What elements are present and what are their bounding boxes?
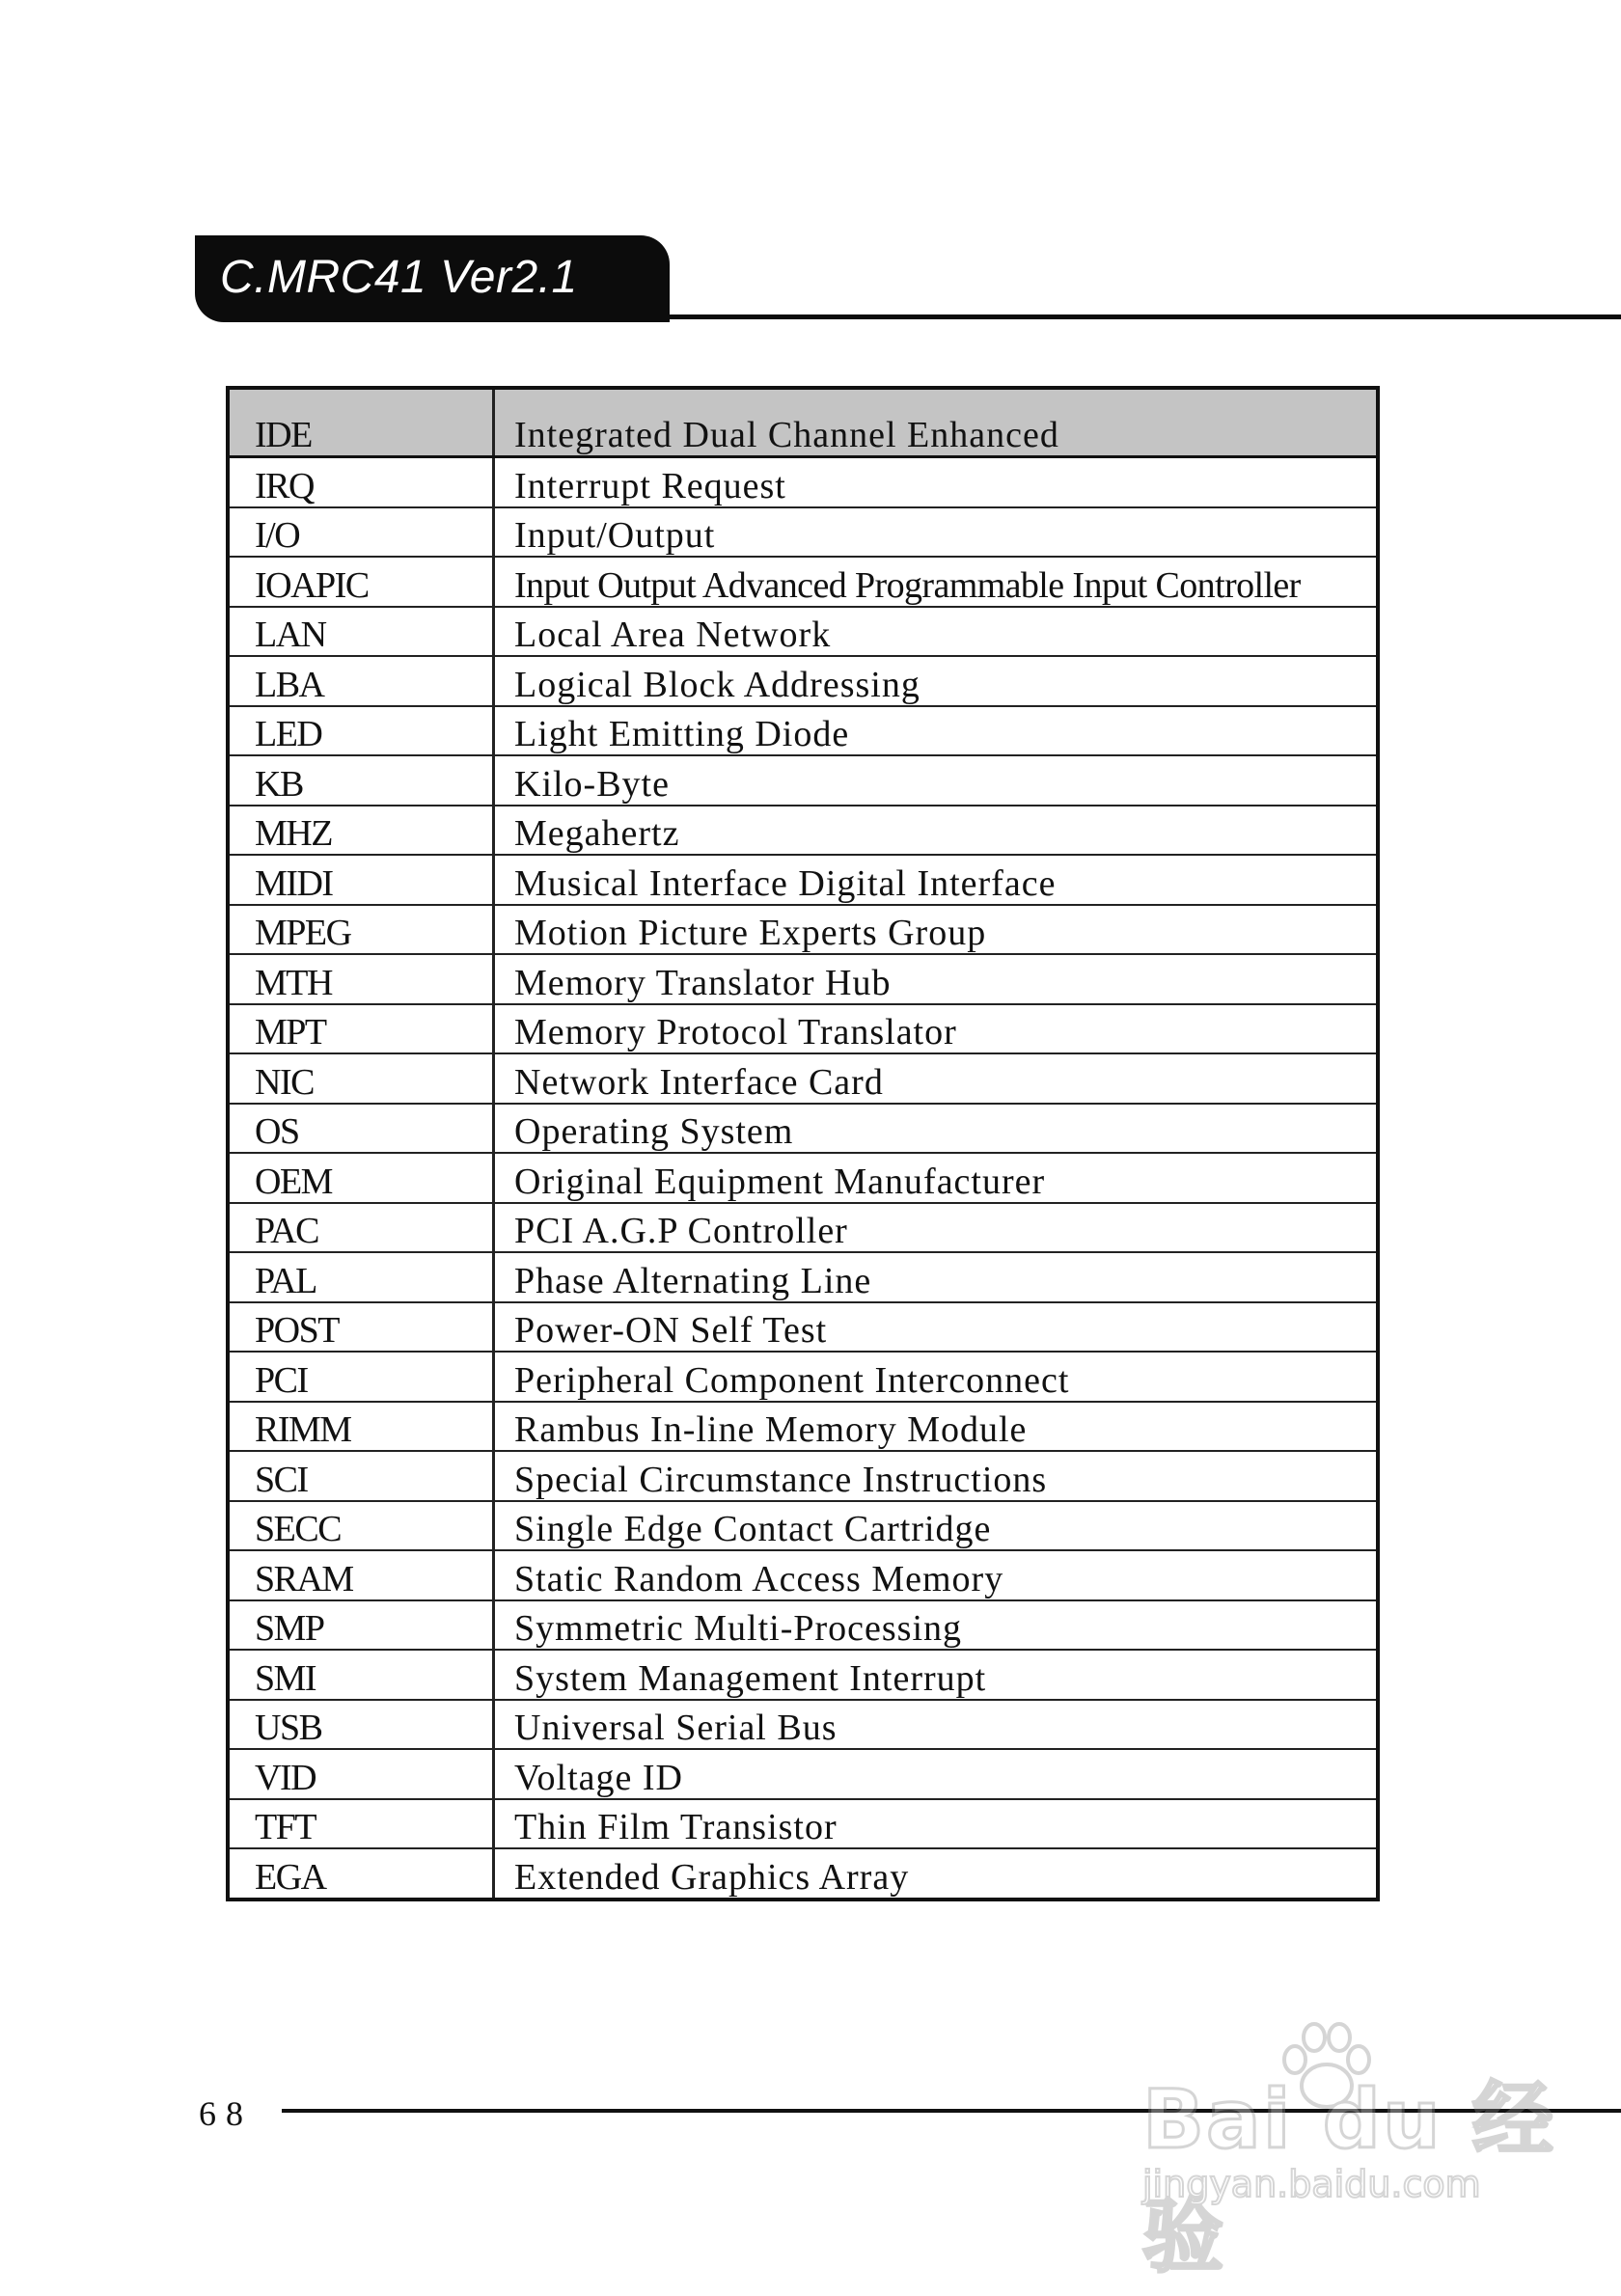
abbreviation-cell: VID: [228, 1749, 494, 1799]
table-row: [228, 806, 1378, 856]
abbreviation-cell: OEM: [228, 1153, 494, 1203]
watermark-logo-text: Bai du 经验: [1142, 2072, 1555, 2283]
table-row: [228, 855, 1378, 905]
definition-cell: Input Output Advanced Programmable Input Controller: [494, 557, 1379, 607]
table-header-row: [228, 388, 1378, 457]
table-row: [228, 1402, 1378, 1452]
table-row: [228, 1104, 1378, 1154]
definition-cell: Power-ON Self Test: [494, 1302, 1379, 1353]
abbreviation-cell: OS: [228, 1104, 494, 1154]
paw-icon: [1274, 2016, 1380, 2122]
table-row: [228, 457, 1378, 507]
table-row: [228, 1053, 1378, 1104]
abbreviation-cell: I/O: [228, 507, 494, 558]
abbreviation-cell: EGA: [228, 1848, 494, 1900]
definition-cell: Peripheral Component Interconnect: [494, 1352, 1379, 1402]
abbreviation-cell: IRQ: [228, 457, 494, 507]
definition-cell: Megahertz: [494, 806, 1379, 856]
abbreviation-cell: LBA: [228, 656, 494, 706]
header-tab: [195, 235, 670, 322]
abbreviation-cell: SMP: [228, 1600, 494, 1651]
table-row: [228, 1203, 1378, 1253]
table-row: [228, 1650, 1378, 1700]
page-number: 68: [199, 2094, 253, 2133]
baidu-watermark: [1129, 2016, 1573, 2283]
abbreviation-cell: IDE: [228, 388, 494, 457]
abbreviation-cell: POST: [228, 1302, 494, 1353]
table-row: [228, 905, 1378, 955]
abbreviation-cell: TFT: [228, 1799, 494, 1849]
definition-cell: Original Equipment Manufacturer: [494, 1153, 1379, 1203]
table-row: [228, 1501, 1378, 1551]
table-row: [228, 1799, 1378, 1849]
definition-cell: Local Area Network: [494, 607, 1379, 657]
table-row: [228, 1749, 1378, 1799]
abbreviation-cell: MPEG: [228, 905, 494, 955]
definition-cell: Extended Graphics Array: [494, 1848, 1379, 1900]
abbreviation-cell: MHZ: [228, 806, 494, 856]
abbreviation-cell: MTH: [228, 954, 494, 1004]
definition-cell: Interrupt Request: [494, 457, 1379, 507]
abbreviation-cell: IOAPIC: [228, 557, 494, 607]
definition-cell: Memory Translator Hub: [494, 954, 1379, 1004]
table-row: [228, 1550, 1378, 1600]
definition-cell: Phase Alternating Line: [494, 1252, 1379, 1302]
abbreviation-cell: SRAM: [228, 1550, 494, 1600]
definition-cell: Special Circumstance Instructions: [494, 1451, 1379, 1501]
table-row: [228, 1352, 1378, 1402]
definition-cell: Symmetric Multi-Processing: [494, 1600, 1379, 1651]
definition-cell: Light Emitting Diode: [494, 706, 1379, 756]
abbreviation-cell: NIC: [228, 1053, 494, 1104]
definition-cell: Single Edge Contact Cartridge: [494, 1501, 1379, 1551]
table-row: [228, 607, 1378, 657]
table-row: [228, 1302, 1378, 1353]
definition-cell: Rambus In-line Memory Module: [494, 1402, 1379, 1452]
definition-cell: Integrated Dual Channel Enhanced: [494, 388, 1379, 457]
table-row: [228, 557, 1378, 607]
abbreviation-cell: MIDI: [228, 855, 494, 905]
table-row: [228, 706, 1378, 756]
abbreviation-cell: PAC: [228, 1203, 494, 1253]
abbreviation-cell: MPT: [228, 1004, 494, 1054]
abbreviation-cell: LED: [228, 706, 494, 756]
definition-cell: Operating System: [494, 1104, 1379, 1154]
table-row: [228, 1004, 1378, 1054]
definition-cell: Motion Picture Experts Group: [494, 905, 1379, 955]
abbreviation-cell: PAL: [228, 1252, 494, 1302]
abbreviation-cell: PCI: [228, 1352, 494, 1402]
definition-cell: Musical Interface Digital Interface: [494, 855, 1379, 905]
definition-cell: System Management Interrupt: [494, 1650, 1379, 1700]
table-row: [228, 1153, 1378, 1203]
footer-rule: [282, 2109, 1621, 2113]
definition-cell: Logical Block Addressing: [494, 656, 1379, 706]
table-row: [228, 656, 1378, 706]
abbreviation-cell: SECC: [228, 1501, 494, 1551]
definition-cell: Memory Protocol Translator: [494, 1004, 1379, 1054]
table-row: [228, 1451, 1378, 1501]
abbreviation-cell: SCI: [228, 1451, 494, 1501]
table-row: [228, 1848, 1378, 1900]
document-title: C.MRC41 Ver2.1: [220, 252, 578, 303]
abbreviation-cell: LAN: [228, 607, 494, 657]
definition-cell: Static Random Access Memory: [494, 1550, 1379, 1600]
abbreviation-cell: RIMM: [228, 1402, 494, 1452]
definition-cell: PCI A.G.P Controller: [494, 1203, 1379, 1253]
definition-cell: Thin Film Transistor: [494, 1799, 1379, 1849]
definition-cell: Input/Output: [494, 507, 1379, 558]
abbreviation-cell: SMI: [228, 1650, 494, 1700]
abbreviation-cell: USB: [228, 1700, 494, 1750]
watermark-url: jingyan.baidu.com: [1142, 2163, 1481, 2205]
table-row: [228, 1252, 1378, 1302]
abbreviation-cell: KB: [228, 755, 494, 806]
definition-cell: Kilo-Byte: [494, 755, 1379, 806]
table-row: [228, 1600, 1378, 1651]
table-row: [228, 954, 1378, 1004]
table-row: [228, 755, 1378, 806]
header-rule: [666, 314, 1621, 319]
definition-cell: Network Interface Card: [494, 1053, 1379, 1104]
abbreviation-table: [226, 386, 1380, 1901]
definition-cell: Voltage ID: [494, 1749, 1379, 1799]
table-row: [228, 507, 1378, 558]
definition-cell: Universal Serial Bus: [494, 1700, 1379, 1750]
table-row: [228, 1700, 1378, 1750]
